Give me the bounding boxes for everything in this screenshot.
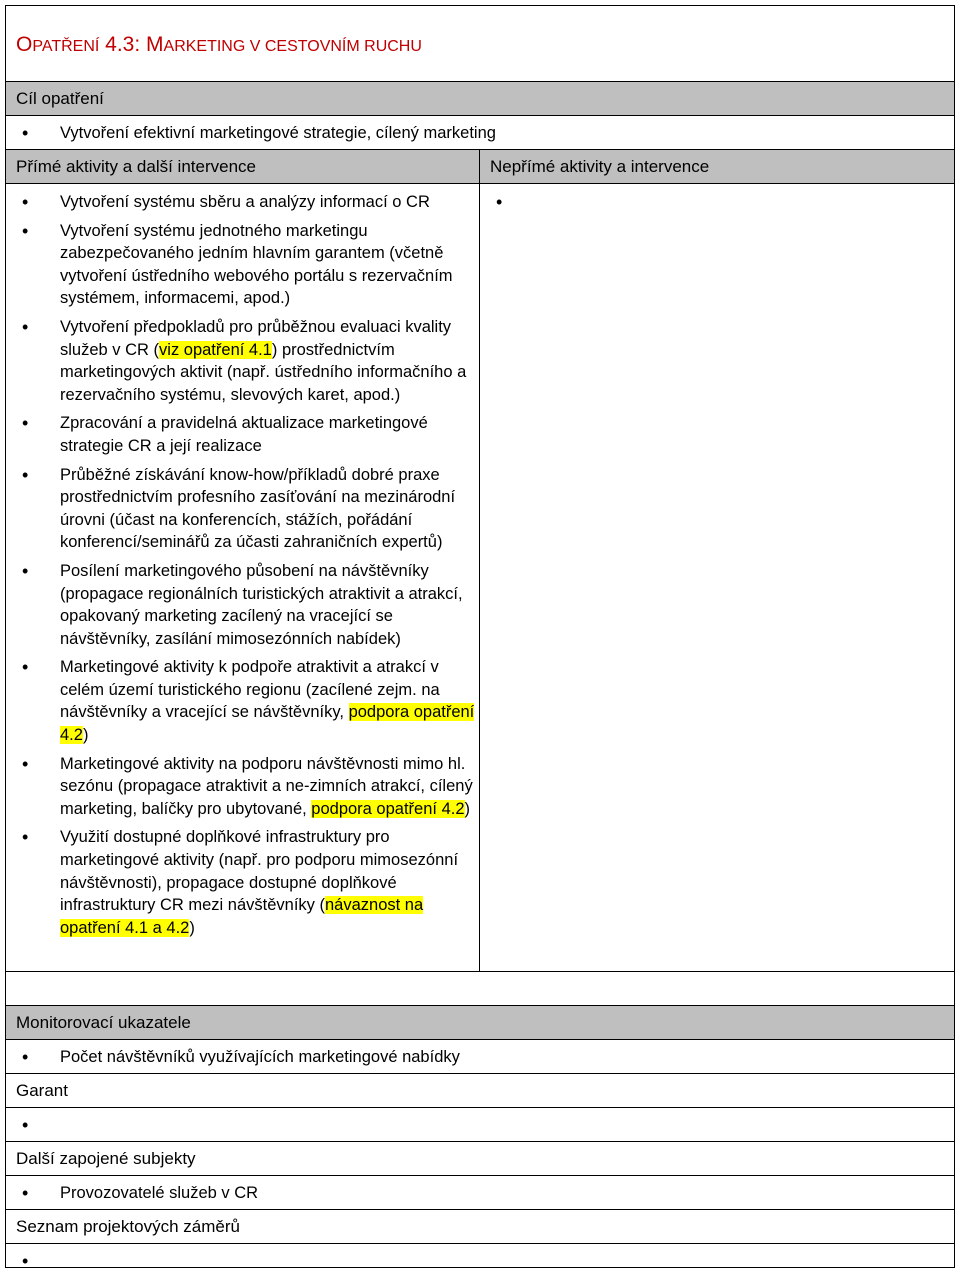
title-part: 4.3: xyxy=(99,33,147,56)
others-header: Další zapojené subjekty xyxy=(6,1142,954,1176)
measure-table xyxy=(5,5,955,1268)
direct-list xyxy=(6,184,479,971)
item-text: ) xyxy=(82,726,89,745)
title-part: M xyxy=(146,33,164,56)
monitoring-header: Monitorovací ukazatele xyxy=(6,1006,954,1040)
item-text: ) xyxy=(189,918,195,937)
title-part: ARKETING V CESTOVNÍM RUCHU xyxy=(163,38,422,55)
item-text: Marketingové aktivity na podporu návštěvnosti mimo hl. sezónu (propagace atraktivit a ne-zimních atrakcí, cílený marketing, balíčky pro ubytované, xyxy=(60,754,473,818)
title-row xyxy=(6,6,954,82)
item-text: Vytvoření systému jednotného marketingu zabezpečovaného jedním hlavním garantem (včetně vytvoření ústředního webového portálu s rezervačním systémem, informacemi, apod.) xyxy=(60,221,453,308)
item-text: Marketingové aktivity k podpoře atraktivit a atrakcí v celém území turistického regionu (zacílené zejm. na návštěvníky a vracející se návštěvníky, xyxy=(60,658,440,722)
title-part: O xyxy=(16,33,33,56)
item-text: Posílení marketingového působení na návštěvníky (propagace regionálních turistických atraktivit a atrakcí, opakovaný marketing zacílený na vracející se návštěvníky, zasílání mimosezónních nabídek) xyxy=(60,561,463,648)
highlighted-reference: podpora opatření 4.2 xyxy=(311,799,465,818)
indirect-header: Nepřímé aktivity a intervence xyxy=(480,150,954,184)
goal-header: Cíl opatření xyxy=(6,82,954,116)
highlighted-reference: viz opatření 4.1 xyxy=(159,340,272,359)
item-text: ) prostřednictvím marketingových aktivit (např. ústředního informačního a rezervačního systému, slevových karet, apod.) xyxy=(60,340,467,404)
item-text: Průběžné získávání know-how/příkladů dobré praxe prostřednictvím profesního zasíťování na mezinárodní úrovni (účast na konferencích, stážích, pořádání konferencí/seminářů za účasti zahraničních expertů) xyxy=(60,465,456,552)
blank-row xyxy=(6,972,954,1006)
direct-item xyxy=(6,464,479,554)
guarantor-header: Garant xyxy=(6,1074,954,1108)
others-item: • Provozovatelé služeb v CR xyxy=(6,1176,954,1210)
direct-item xyxy=(6,560,479,650)
item-text: ) xyxy=(464,799,471,818)
direct-activities xyxy=(6,150,480,971)
direct-item xyxy=(6,826,479,939)
guarantor-item xyxy=(6,1108,954,1142)
indirect-activities xyxy=(480,150,954,971)
activities-columns xyxy=(6,150,954,972)
direct-header: Přímé aktivity a další intervence xyxy=(6,150,479,184)
highlighted-reference: návaznost na opatření 4.1 a 4.2 xyxy=(60,896,424,937)
direct-item xyxy=(6,753,479,821)
highlighted-reference: podpora opatření 4.2 xyxy=(60,703,475,745)
item-text: Vytvoření předpokladů pro průběžnou evaluaci kvality služeb v CR ( xyxy=(60,317,452,359)
page-title xyxy=(16,33,422,57)
item-text: Zpracování a pravidelná aktualizace marketingové strategie CR a její realizace xyxy=(60,414,428,455)
direct-item xyxy=(6,220,479,310)
direct-item xyxy=(6,191,479,214)
indirect-item xyxy=(480,191,954,214)
direct-item xyxy=(6,412,479,457)
title-part: PATŘENÍ xyxy=(32,38,100,55)
item-text: Vytvoření systému sběru a analýzy informací o CR xyxy=(60,193,430,211)
projects-header: Seznam projektových záměrů xyxy=(6,1210,954,1244)
item-text: Využití dostupné doplňkové infrastruktury pro marketingové aktivity (např. pro podporu mimosezónní návštěvnosti), propagace dostupné doplňkové infrastruktury CR mezi návštěvníky ( xyxy=(60,828,459,915)
direct-item xyxy=(6,656,479,746)
goal-item: • Vytvoření efektivní marketingové strategie, cílený marketing xyxy=(6,116,954,150)
direct-item xyxy=(6,316,479,406)
monitoring-item: • Počet návštěvníků využívajících marketingové nabídky xyxy=(6,1040,954,1074)
